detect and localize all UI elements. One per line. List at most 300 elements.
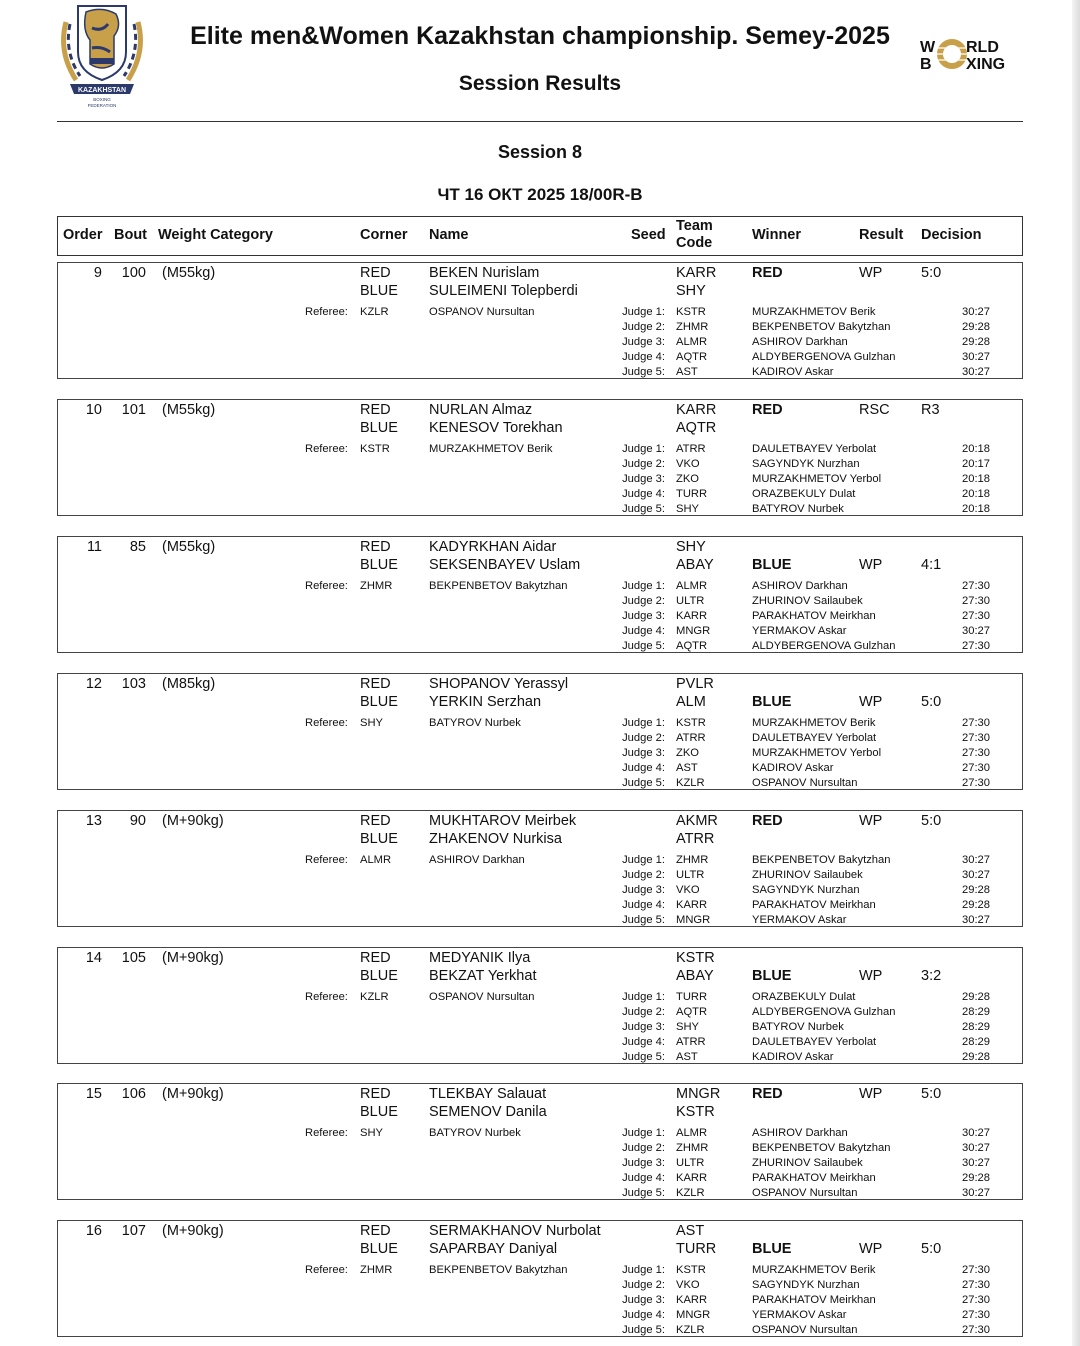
bout-order: 15 (85, 1086, 102, 1103)
judge-name: DAULETBAYEV Yerbolat (752, 731, 877, 744)
judge-name: BEKPENBETOV Bakytzhan (752, 321, 891, 333)
judge-label: Judge 2: (622, 731, 665, 744)
corner-blue-label: BLUE (360, 556, 398, 573)
judge-code: VKO (676, 457, 700, 470)
judge-label: Judge 4: (622, 1172, 665, 1185)
judge-label: Judge 4: (622, 351, 665, 363)
referee-name: BEKPENBETOV Bakytzhan (429, 579, 568, 592)
red-boxer-name: MEDYANIK Ilya (429, 949, 531, 966)
referee-name: ASHIROV Darkhan (429, 853, 525, 866)
winner: RED (752, 265, 783, 281)
judge-code: AST (676, 761, 698, 774)
blue-boxer-name: KENESOV Torekhan (429, 419, 563, 436)
judge-label: Judge 5: (622, 1050, 665, 1063)
judge-name: PARAKHATOV Meirkhan (752, 898, 876, 911)
svg-text:B: B (920, 56, 932, 72)
judge-name: BEKPENBETOV Bakytzhan (752, 1142, 891, 1155)
blue-team-code: ABAY (676, 556, 714, 573)
judge-label: Judge 4: (622, 487, 665, 500)
bout-order: 11 (86, 538, 102, 555)
corner-blue-label: BLUE (360, 419, 398, 436)
corner-blue-label: BLUE (360, 283, 398, 299)
result: WP (859, 1241, 883, 1258)
judge-code: ULTR (676, 868, 705, 881)
bout-number: 100 (121, 265, 146, 281)
red-team-code: AST (676, 1223, 705, 1240)
referee-label: Referee: (305, 579, 348, 592)
judge-name: ORAZBEKULY Dulat (752, 487, 856, 500)
judge-label: Judge 4: (622, 1035, 665, 1048)
winner: RED (752, 812, 783, 829)
col-order: Order (63, 227, 103, 243)
judge-score: 27:30 (962, 579, 990, 592)
judge-code: KZLR (676, 776, 705, 789)
judge-label: Judge 3: (622, 1020, 665, 1033)
red-team-code: SHY (676, 538, 706, 555)
judge-name: PARAKHATOV Meirkhan (752, 1172, 876, 1185)
judge-label: Judge 3: (622, 1294, 665, 1307)
session-title: Session 8 (497, 142, 583, 162)
svg-text:XING: XING (966, 56, 1006, 72)
svg-text:RLD: RLD (966, 39, 999, 56)
decision: 5:0 (921, 693, 942, 710)
red-team-code: PVLR (676, 675, 714, 692)
judge-label: Judge 1: (622, 442, 665, 455)
judge-code: AQTR (676, 1005, 708, 1018)
bout-number: 85 (129, 538, 146, 555)
judge-label: Judge 2: (622, 1005, 665, 1018)
bout-order: 10 (85, 401, 102, 418)
judge-code: ALMR (676, 336, 708, 348)
referee-name: BATYROV Nurbek (429, 716, 521, 729)
judge-score: 30:27 (962, 351, 990, 363)
blue-boxer-name: ZHAKENOV Nurkisa (429, 830, 562, 847)
judge-code: ATRR (676, 731, 706, 744)
weight-category: (M85kg) (162, 675, 216, 692)
judge-name: OSPANOV Nursultan (752, 776, 858, 789)
bout-number: 107 (121, 1223, 146, 1240)
corner-blue-label: BLUE (360, 693, 398, 710)
header-divider (57, 121, 1023, 122)
judge-code: KARR (676, 609, 708, 622)
judge-score: 29:28 (962, 898, 990, 911)
judge-code: ZHMR (676, 853, 709, 866)
red-boxer-name: TLEKBAY Salauat (429, 1086, 547, 1103)
judge-score: 20:17 (962, 457, 990, 470)
judge-name: KADIROV Askar (752, 1050, 834, 1063)
winner: RED (752, 1086, 783, 1103)
judge-label: Judge 3: (622, 472, 665, 485)
judge-label: Judge 5: (622, 1324, 665, 1337)
col-team-code-line1: Team (676, 218, 713, 234)
decision: 3:2 (921, 967, 942, 984)
winner: BLUE (752, 556, 792, 573)
referee-name: BEKPENBETOV Bakytzhan (429, 1264, 568, 1277)
winner: BLUE (752, 967, 792, 984)
bout-number: 106 (121, 1086, 146, 1103)
judge-code: ZKO (676, 472, 699, 485)
judge-code: TURR (676, 990, 708, 1003)
weight-category: (M55kg) (162, 538, 216, 555)
decision: R3 (921, 401, 940, 418)
judge-label: Judge 2: (622, 321, 665, 333)
result: WP (859, 693, 883, 710)
judge-label: Judge 3: (622, 746, 665, 759)
judge-score: 27:30 (962, 639, 990, 652)
judge-label: Judge 4: (622, 898, 665, 911)
judge-name: MURZAKHMETOV Yerbol (752, 746, 882, 759)
corner-blue-label: BLUE (360, 967, 398, 984)
judge-name: OSPANOV Nursultan (752, 1324, 858, 1337)
judge-code: ULTR (676, 1157, 705, 1170)
judge-score: 27:30 (962, 776, 990, 789)
referee-code: KSTR (360, 442, 390, 455)
judge-name: ALDYBERGENOVA Gulzhan (752, 1005, 896, 1018)
result: WP (859, 1086, 883, 1103)
red-boxer-name: KADYRKHAN Aidar (429, 538, 557, 555)
corner-red-label: RED (360, 1223, 391, 1240)
blue-boxer-name: SULEIMENI Tolepberdi (429, 283, 578, 299)
judge-name: BEKPENBETOV Bakytzhan (752, 853, 891, 866)
judge-code: KSTR (676, 1264, 706, 1277)
bout-row (57, 1083, 1023, 1200)
judge-code: ZKO (676, 746, 699, 759)
judge-label: Judge 4: (622, 1309, 665, 1322)
judge-code: KARR (676, 1294, 708, 1307)
bout-row (57, 399, 1023, 516)
judge-code: VKO (676, 1279, 700, 1292)
red-boxer-name: NURLAN Almaz (429, 401, 533, 418)
judge-name: ALDYBERGENOVA Gulzhan (752, 639, 896, 652)
referee-code: ALMR (360, 853, 392, 866)
judge-score: 30:27 (962, 1187, 990, 1200)
judge-score: 30:27 (962, 366, 990, 378)
blue-team-code: KSTR (676, 1104, 715, 1121)
judge-score: 27:30 (962, 594, 990, 607)
judge-score: 28:29 (962, 1020, 990, 1033)
judge-code: KARR (676, 1172, 708, 1185)
judge-code: ALMR (676, 579, 708, 592)
result: WP (859, 967, 883, 984)
judge-label: Judge 2: (622, 594, 665, 607)
judge-score: 27:30 (962, 609, 990, 622)
col-name: Name (429, 227, 469, 243)
judge-name: ASHIROV Darkhan (752, 1127, 848, 1140)
decision: 5:0 (921, 1086, 942, 1103)
bout-number: 90 (129, 812, 146, 829)
judge-name: ZHURINOV Sailaubek (752, 1157, 863, 1170)
bout-order: 14 (85, 949, 102, 966)
judge-code: ATRR (676, 1035, 706, 1048)
judge-label: Judge 3: (622, 336, 665, 348)
judge-score: 30:27 (962, 868, 990, 881)
table-header (57, 216, 1023, 256)
document-title: Elite men&Women Kazakhstan championship. Semey-2025 (190, 22, 890, 50)
bout-row (57, 810, 1023, 927)
judge-score: 28:29 (962, 1005, 990, 1018)
col-corner: Corner (360, 227, 408, 243)
blue-team-code: AQTR (676, 419, 717, 436)
judge-code: AST (676, 1050, 698, 1063)
judge-score: 27:30 (962, 731, 990, 744)
weight-category: (M+90kg) (162, 1223, 224, 1240)
bout-order: 12 (85, 675, 102, 692)
referee-name: BATYROV Nurbek (429, 1127, 521, 1140)
judge-score: 20:18 (962, 487, 990, 500)
bout-number: 105 (121, 949, 146, 966)
judge-code: ATRR (676, 442, 706, 455)
corner-red-label: RED (360, 538, 391, 555)
bout-row (57, 673, 1023, 790)
judge-code: KSTR (676, 716, 706, 729)
bout-row (57, 536, 1023, 653)
winner: RED (752, 401, 783, 418)
judge-name: KADIROV Askar (752, 366, 834, 378)
judge-code: TURR (676, 487, 708, 500)
col-bout: Bout (114, 227, 148, 243)
blue-boxer-name: SEMENOV Danila (429, 1104, 547, 1121)
col-winner: Winner (752, 227, 802, 243)
judge-score: 27:30 (962, 746, 990, 759)
judge-name: ZHURINOV Sailaubek (752, 594, 863, 607)
referee-label: Referee: (305, 990, 348, 1003)
judge-code: ZHMR (676, 321, 709, 333)
bout-order: 13 (85, 812, 102, 829)
judge-score: 27:30 (962, 716, 990, 729)
referee-code: ZHMR (360, 579, 393, 592)
judge-score: 29:28 (962, 990, 990, 1003)
judge-label: Judge 5: (622, 366, 665, 378)
judge-score: 29:28 (962, 883, 990, 896)
referee-label: Referee: (305, 853, 348, 866)
judge-name: ORAZBEKULY Dulat (752, 990, 856, 1003)
judge-score: 29:28 (962, 336, 990, 348)
red-team-code: AKMR (676, 812, 718, 829)
judge-code: ULTR (676, 594, 705, 607)
decision: 4:1 (921, 556, 942, 573)
judge-score: 20:18 (962, 472, 990, 485)
judge-score: 29:28 (962, 1050, 990, 1063)
referee-label: Referee: (305, 1264, 348, 1277)
weight-category: (M+90kg) (162, 812, 224, 829)
referee-code: KZLR (360, 990, 389, 1003)
judge-label: Judge 5: (622, 1187, 665, 1200)
judge-label: Judge 3: (622, 1157, 665, 1170)
judge-code: ALMR (676, 1127, 708, 1140)
judge-score: 20:18 (962, 442, 990, 455)
bout-order: 16 (85, 1223, 102, 1240)
red-boxer-name: SHOPANOV Yerassyl (429, 675, 569, 692)
judge-code: ZHMR (676, 1142, 709, 1155)
judge-name: MURZAKHMETOV Yerbol (752, 472, 882, 485)
judge-label: Judge 1: (622, 1127, 665, 1140)
svg-text:W: W (920, 39, 936, 56)
judge-score: 27:30 (962, 1279, 990, 1292)
referee-name: OSPANOV Nursultan (429, 990, 535, 1003)
red-team-code: KSTR (676, 949, 715, 966)
judge-score: 29:28 (962, 1172, 990, 1185)
judge-score: 30:27 (962, 306, 990, 318)
col-result: Result (859, 227, 904, 243)
bout-number: 101 (121, 401, 146, 418)
blue-team-code: TURR (676, 1241, 717, 1258)
judge-label: Judge 2: (622, 457, 665, 470)
winner: BLUE (752, 693, 792, 710)
judge-score: 30:27 (962, 624, 990, 637)
judge-code: MNGR (676, 624, 711, 637)
blue-team-code: ATRR (676, 830, 715, 847)
decision: 5:0 (921, 265, 942, 281)
referee-label: Referee: (305, 1127, 348, 1140)
bout-number: 103 (121, 675, 146, 692)
judge-label: Judge 2: (622, 868, 665, 881)
judge-label: Judge 1: (622, 1264, 665, 1277)
judge-score: 30:27 (962, 1157, 990, 1170)
judge-name: DAULETBAYEV Yerbolat (752, 442, 877, 455)
judge-code: KZLR (676, 1324, 705, 1337)
judge-label: Judge 1: (622, 716, 665, 729)
judge-name: SAGYNDYK Nurzhan (752, 457, 860, 470)
judge-name: DAULETBAYEV Yerbolat (752, 1035, 877, 1048)
corner-red-label: RED (360, 1086, 391, 1103)
red-boxer-name: MUKHTAROV Meirbek (429, 812, 577, 829)
judge-code: KSTR (676, 306, 706, 318)
judge-label: Judge 2: (622, 1142, 665, 1155)
judge-code: VKO (676, 883, 700, 896)
result: WP (859, 556, 883, 573)
judge-label: Judge 3: (622, 609, 665, 622)
judge-score: 30:27 (962, 853, 990, 866)
judge-score: 27:30 (962, 1309, 990, 1322)
judge-score: 29:28 (962, 321, 990, 333)
judge-label: Judge 5: (622, 776, 665, 789)
referee-name: MURZAKHMETOV Berik (429, 442, 553, 455)
corner-blue-label: BLUE (360, 1104, 398, 1121)
blue-boxer-name: BEKZAT Yerkhat (429, 967, 537, 984)
corner-red-label: RED (360, 812, 391, 829)
referee-code: ZHMR (360, 1264, 393, 1277)
svg-text:KAZAKHSTAN: KAZAKHSTAN (77, 87, 127, 94)
judge-name: MURZAKHMETOV Berik (752, 1264, 876, 1277)
blue-team-code: ABAY (676, 967, 714, 984)
bout-row (57, 262, 1023, 379)
judge-code: KARR (676, 898, 708, 911)
result: WP (859, 812, 883, 829)
judge-code: SHY (676, 1020, 700, 1033)
referee-code: SHY (360, 1127, 384, 1140)
judge-label: Judge 5: (622, 913, 665, 926)
referee-label: Referee: (305, 442, 348, 455)
col-team-code-line2: Code (676, 235, 713, 251)
svg-text:FEDERATION: FEDERATION (87, 103, 117, 108)
judge-name: KADIROV Askar (752, 761, 834, 774)
red-boxer-name: BEKEN Nurislam (429, 265, 540, 281)
judge-label: Judge 5: (622, 502, 665, 515)
decision: 5:0 (921, 1241, 942, 1258)
judge-score: 27:30 (962, 1264, 990, 1277)
judge-name: YERMAKOV Askar (752, 624, 847, 637)
judge-name: SAGYNDYK Nurzhan (752, 883, 860, 896)
result: WP (859, 265, 883, 281)
judge-code: MNGR (676, 913, 711, 926)
referee-label: Referee: (305, 716, 348, 729)
referee-label: Referee: (305, 306, 348, 318)
col-decision: Decision (921, 227, 982, 243)
blue-boxer-name: YERKIN Serzhan (429, 693, 542, 710)
blue-team-code: SHY (676, 283, 706, 299)
judge-code: SHY (676, 502, 700, 515)
bout-row (57, 947, 1023, 1064)
referee-code: KZLR (360, 306, 389, 318)
judge-name: BATYROV Nurbek (752, 502, 844, 515)
red-team-code: KARR (676, 265, 717, 281)
judge-label: Judge 5: (622, 639, 665, 652)
judge-score: 27:30 (962, 1324, 990, 1337)
judge-label: Judge 1: (622, 990, 665, 1003)
judge-name: MURZAKHMETOV Berik (752, 306, 876, 318)
bout-row (57, 1220, 1023, 1337)
judge-score: 30:27 (962, 1142, 990, 1155)
judge-code: MNGR (676, 1309, 711, 1322)
judge-label: Judge 4: (622, 761, 665, 774)
judge-label: Judge 1: (622, 853, 665, 866)
red-team-code: MNGR (676, 1086, 721, 1103)
judge-score: 30:27 (962, 1127, 990, 1140)
judge-name: BATYROV Nurbek (752, 1020, 844, 1033)
corner-blue-label: BLUE (360, 1241, 398, 1258)
weight-category: (M55kg) (162, 401, 216, 418)
judge-score: 20:18 (962, 502, 990, 515)
judge-label: Judge 1: (622, 306, 665, 318)
judge-code: AQTR (676, 351, 708, 363)
blue-boxer-name: SEKSENBAYEV Uslam (429, 556, 581, 573)
judge-score: 30:27 (962, 913, 990, 926)
corner-red-label: RED (360, 265, 391, 281)
decision: 5:0 (921, 812, 942, 829)
judge-score: 27:30 (962, 1294, 990, 1307)
session-date: ЧТ 16 ОКТ 2025 18/00R-B (437, 185, 643, 204)
judge-code: AST (676, 366, 698, 378)
judge-label: Judge 1: (622, 579, 665, 592)
judge-name: ASHIROV Darkhan (752, 336, 848, 348)
judge-code: AQTR (676, 639, 708, 652)
col-seed: Seed (631, 227, 666, 243)
judge-name: ALDYBERGENOVA Gulzhan (752, 351, 896, 363)
blue-team-code: ALM (676, 693, 706, 710)
referee-name: OSPANOV Nursultan (429, 306, 535, 318)
col-weight: Weight Category (158, 227, 273, 243)
weight-category: (M55kg) (162, 265, 216, 281)
red-team-code: KARR (676, 401, 717, 418)
blue-boxer-name: SAPARBAY Daniyal (429, 1241, 558, 1258)
document-subtitle: Session Results (458, 72, 622, 95)
referee-code: SHY (360, 716, 384, 729)
judge-code: KZLR (676, 1187, 705, 1200)
judge-score: 28:29 (962, 1035, 990, 1048)
judge-name: PARAKHATOV Meirkhan (752, 609, 876, 622)
bout-order: 9 (93, 265, 102, 281)
judge-label: Judge 4: (622, 624, 665, 637)
weight-category: (M+90kg) (162, 949, 224, 966)
judge-name: YERMAKOV Askar (752, 913, 847, 926)
red-boxer-name: SERMAKHANOV Nurbolat (429, 1223, 601, 1240)
weight-category: (M+90kg) (162, 1086, 224, 1103)
winner: BLUE (752, 1241, 792, 1258)
judge-name: ZHURINOV Sailaubek (752, 868, 863, 881)
corner-red-label: RED (360, 675, 391, 692)
result: RSC (859, 401, 890, 418)
judge-name: ASHIROV Darkhan (752, 579, 848, 592)
